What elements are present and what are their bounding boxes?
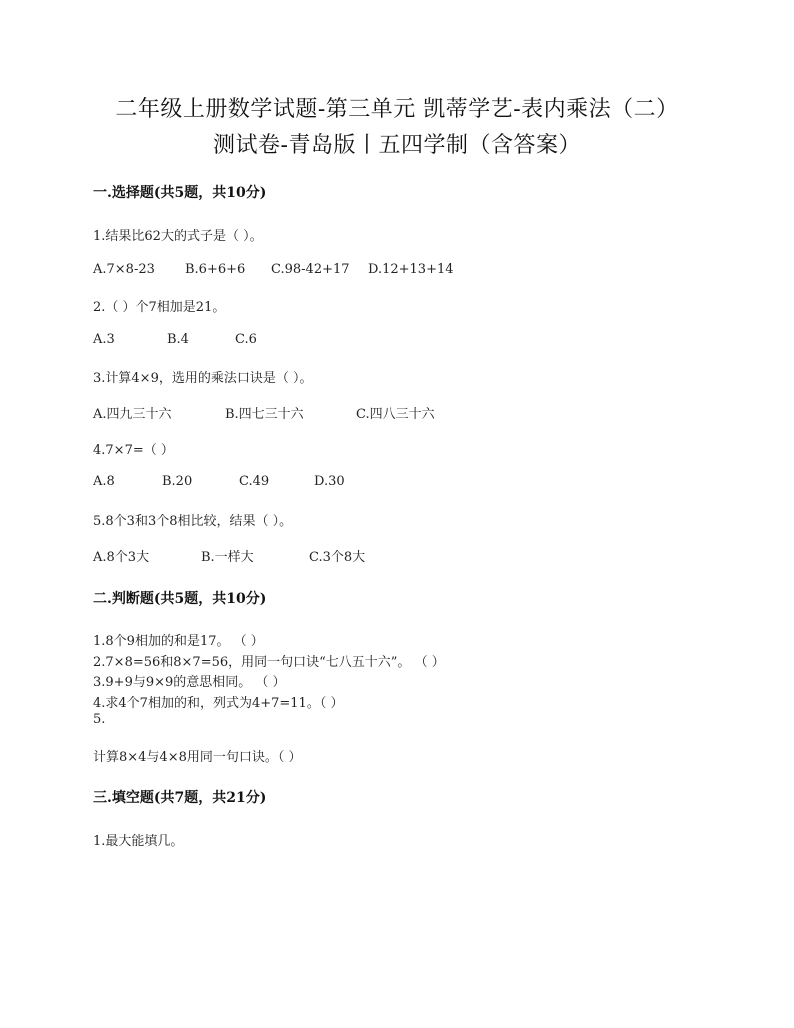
option: A.7×8-23 <box>93 262 155 277</box>
statement-line: 3.9+9与9×9的意思相同。 （ ） <box>93 675 286 690</box>
option: B.20 <box>162 474 193 489</box>
question-options <box>93 403 435 422</box>
question-options <box>93 332 257 347</box>
option: C.49 <box>239 474 270 489</box>
statement-line: 5. <box>93 712 106 727</box>
question-text: 2.（ ）个7相加是21。 <box>93 300 226 315</box>
question-options <box>93 474 345 489</box>
section-heading-choice: 一.选择题(共5题，共10分) <box>93 185 267 201</box>
section-heading-true-false: 二.判断题(共5题，共10分) <box>93 591 267 607</box>
option: A.8 <box>93 474 115 489</box>
option: B.四七三十六 <box>225 407 304 422</box>
statement-line: 计算8×4与4×8用同一句口诀。（ ） <box>93 750 302 765</box>
question-text: 3.计算4×9，选用的乘法口诀是（ ）。 <box>93 371 313 386</box>
option: B.6+6+6 <box>185 262 246 277</box>
option: A.四九三十六 <box>93 407 172 422</box>
question-options <box>93 262 454 277</box>
question-text: 5.8个3和3个8相比较，结果（ ）。 <box>93 514 293 529</box>
option: B.4 <box>167 332 189 347</box>
option: A.3 <box>93 332 115 347</box>
option: C.3个8大 <box>309 550 366 565</box>
option: B.一样大 <box>201 550 254 565</box>
question-text: 1.结果比62大的式子是（ ）。 <box>93 229 263 244</box>
option: C.6 <box>235 332 257 347</box>
statement-line: 1.8个9相加的和是17。 （ ） <box>93 634 264 649</box>
section-heading-fill-blank: 三.填空题(共7题，共21分) <box>93 790 267 806</box>
question-text: 1.最大能填几。 <box>93 834 184 849</box>
option: D.12+13+14 <box>368 262 454 277</box>
statement-line: 4.求4个7相加的和，列式为4+7=11。（ ） <box>93 696 344 711</box>
option: C.四八三十六 <box>356 407 435 422</box>
document-title-line-2: 测试卷-青岛版丨五四学制（含答案） <box>213 133 581 158</box>
question-options <box>93 546 365 565</box>
option: A.8个3大 <box>93 550 150 565</box>
document-title-line-1: 二年级上册数学试题-第三单元 凯蒂学艺-表内乘法（二） <box>115 97 679 122</box>
question-text: 4.7×7=（ ） <box>93 443 174 458</box>
option: C.98-42+17 <box>271 262 350 277</box>
option: D.30 <box>314 474 345 489</box>
statement-line: 2.7×8=56和8×7=56，用同一句口诀“七八五十六”。 （ ） <box>93 655 445 670</box>
